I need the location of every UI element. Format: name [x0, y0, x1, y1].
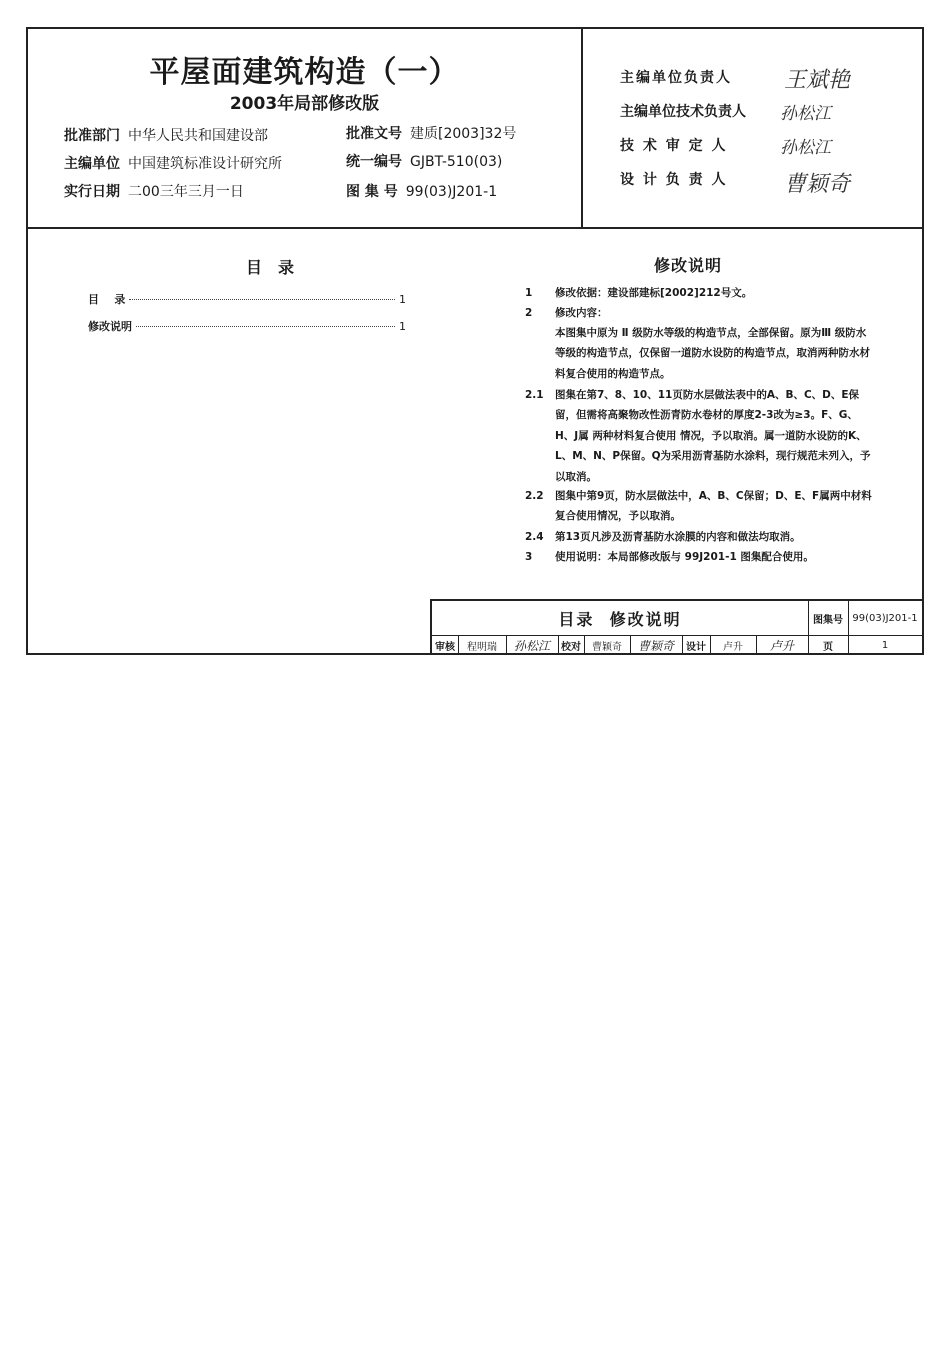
signature-tech-lead: 孙松江: [780, 104, 831, 124]
modification-item: 2.4 第13页凡涉及沥青基防水涂膜的内容和做法均取消。: [525, 531, 801, 543]
meta-atlas-no: 图 集 号 99(03)J201-1: [346, 184, 498, 200]
modification-item: 2 修改内容：: [525, 307, 608, 319]
modification-item: 1 修改依据：建设部建标[2002]212号文。: [525, 287, 753, 299]
atlas-title: 平屋面建筑构造（一）: [149, 55, 460, 90]
review-label: 审核: [435, 641, 455, 653]
checker-signature: 曹颖奇: [637, 638, 674, 653]
responsible-tech-reviewer: 技 术 审 定 人: [620, 138, 728, 154]
signature-tech-reviewer: 孙松江: [780, 138, 831, 158]
modification-item: 2.1 图集在第7、8、10、11页防水层做法表中的A、B、C、D、E保留，但需将高聚物改性沥青防水卷材的厚度2-3改为≥3。F、G、H、J属 两种材料复合使用 情况，予以取消。属一道防水设防的K、L、M、N、P保留。Q为采用沥青基防水涂料，现行规范未列入，予以取消。: [525, 389, 871, 483]
toc-title: 目录: [245, 258, 310, 277]
toc-item: 修改说明 1: [88, 320, 406, 333]
title-block-title: 目录 修改说明: [558, 609, 682, 629]
responsible-design-lead: 设 计 负 责 人: [620, 172, 728, 188]
page-label: 页: [823, 641, 833, 653]
signature-chief-editor: 王斌艳: [784, 68, 851, 93]
title-block: [430, 599, 922, 655]
header-divider: [581, 29, 583, 227]
atlas-no-label: 图集号: [813, 614, 843, 626]
modification-item: 本图集中原为 Ⅱ 级防水等级的构造节点，全部保留。原为Ⅲ 级防水等级的构造节点，仅保留一道防水设防的构造节点，取消两种防水材料复合使用的构造节点。: [555, 327, 870, 380]
modification-item: 2.2 图集中第9页，防水层做法中，A、B、C保留；D、E、F属两中材料复合使用情况，予以取消。: [525, 490, 872, 523]
responsible-tech-lead: 主编单位技术负责人: [620, 104, 746, 120]
design-label: 设计: [686, 641, 706, 653]
designer-signature: 卢升: [769, 638, 794, 653]
reviewer-name: 程明瑞: [467, 641, 497, 653]
toc-leader: [129, 299, 395, 300]
meta-editor-unit: 主编单位 中国建筑标准设计研究所: [64, 156, 282, 172]
modification-item: 3 使用说明：本局部修改版与 99J201-1 图集配合使用。: [525, 551, 814, 563]
designer-name: 卢升: [723, 641, 743, 653]
atlas-subtitle: 2003年局部修改版: [229, 94, 380, 114]
header-block: [28, 29, 922, 229]
meta-approval-dept: 批准部门 中华人民共和国建设部: [64, 128, 268, 144]
toc-leader: [136, 326, 395, 327]
modification-title: 修改说明: [653, 256, 722, 275]
checker-name: 曹颖奇: [592, 641, 622, 653]
responsible-chief-editor: 主编单位负责人: [620, 70, 732, 86]
toc-item: 目 录 1: [88, 293, 406, 306]
page-number: 1: [881, 639, 889, 651]
check-label: 校对: [561, 641, 581, 653]
signature-design-lead: 曹颖奇: [784, 172, 851, 197]
meta-unified-no: 统一编号 GJBT-510(03): [346, 154, 503, 170]
meta-effective-date: 实行日期 二00三年三月一日: [64, 184, 244, 200]
drawing-sheet: [26, 27, 924, 655]
reviewer-signature: 孙松江: [513, 638, 550, 653]
meta-approval-no: 批准文号 建质[2003]32号: [346, 126, 517, 142]
atlas-no-value: 99(03)J201-1: [852, 612, 918, 624]
